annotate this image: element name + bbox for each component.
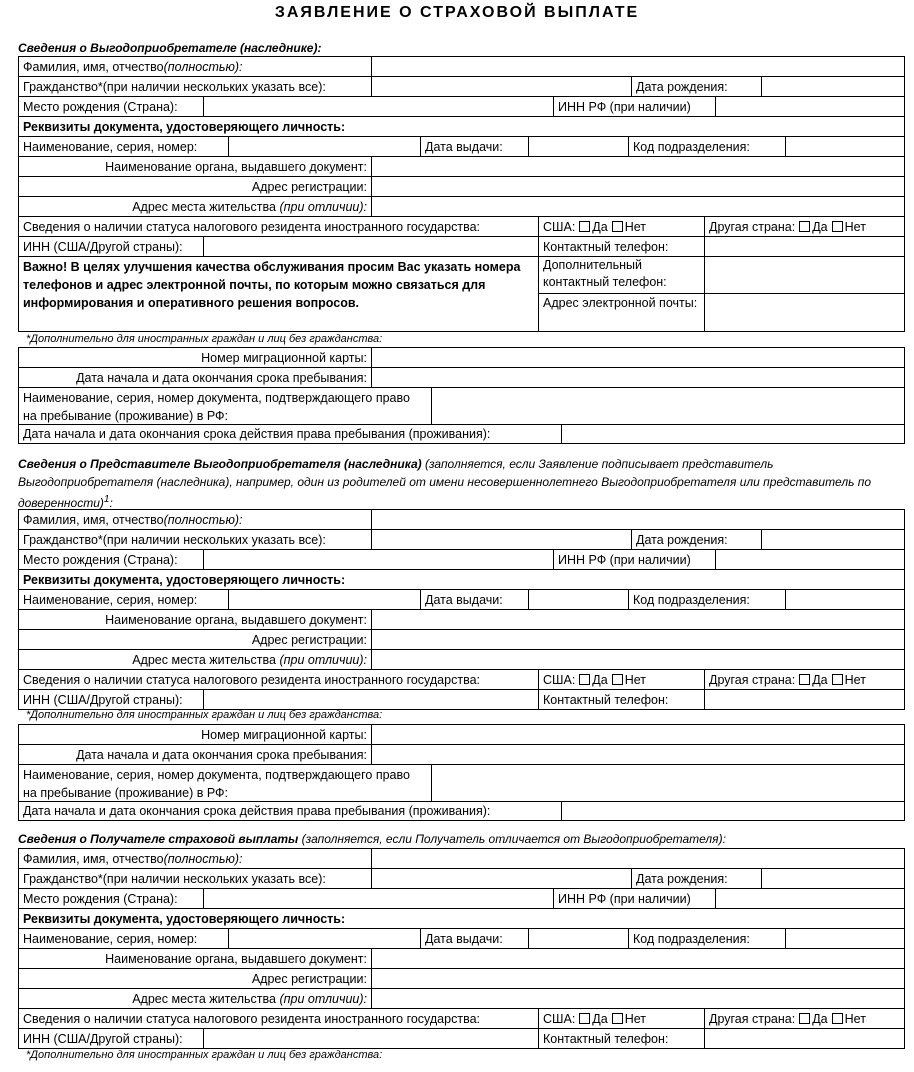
other-country-options-cell — [705, 217, 905, 236]
representative-citizenship-row — [19, 530, 905, 550]
representative-reg-address-field[interactable] — [372, 630, 905, 649]
citizenship-label-cell — [19, 869, 372, 888]
migration-card-label: Номер миграционной карты: — [201, 727, 367, 742]
doc-name-label-cell — [19, 137, 229, 156]
reg-address-label: Адрес регистрации: — [251, 179, 367, 194]
representative-inn-rf-field[interactable] — [716, 550, 905, 569]
representative-inn-foreign-row — [19, 690, 905, 710]
dept-code-label-cell — [629, 137, 786, 156]
yes-label: Да — [812, 672, 828, 687]
issue-date-label: Дата выдачи: — [425, 592, 503, 607]
stay-dates-label: Дата начала и дата окончания срока пребывания: — [76, 370, 367, 385]
birth-date-label: Дата рождения: — [636, 79, 728, 94]
phone-label: Контактный телефон: — [543, 1031, 669, 1046]
issuer-label: Наименование органа, выдавшего документ: — [105, 612, 367, 627]
section-representative-heading: Сведения о Представителе Выгодоприобретателя (наследника) — [18, 457, 422, 471]
section-beneficiary-title — [18, 39, 321, 57]
document-title: ЗАЯВЛЕНИЕ О СТРАХОВОЙ ВЫПЛАТЕ — [274, 4, 640, 21]
beneficiary-usa-no-checkbox[interactable] — [612, 221, 623, 232]
phone-label: Контактный телефон: — [543, 239, 669, 254]
dept-code-label: Код подразделения: — [633, 139, 750, 154]
tax-status-label-cell — [19, 1009, 539, 1028]
recipient-tax-row — [19, 1009, 905, 1029]
usa-options-cell — [539, 217, 705, 236]
live-address-label: Адрес места жительства — [132, 652, 276, 667]
birth-date-label-cell — [632, 869, 762, 888]
beneficiary-foreign-note: *Дополнительно для иностранных граждан и лиц без гражданства: — [26, 333, 383, 345]
stay-dates-label-cell — [19, 368, 372, 387]
live-address-label-cell — [19, 197, 372, 216]
recipient-birth-place-field[interactable] — [204, 889, 554, 908]
no-label: Нет — [844, 219, 866, 234]
tax-status-label: Сведения о наличии статуса налогового резидента иностранного государства: — [23, 672, 480, 687]
issuer-label: Наименование органа, выдавшего документ: — [105, 159, 367, 174]
beneficiary-migration-row — [19, 348, 905, 368]
citizenship-label: Гражданство*(при наличии нескольких указать все): — [23, 79, 326, 94]
beneficiary-reg-address-field[interactable] — [372, 177, 905, 196]
beneficiary-usa-yes-checkbox[interactable] — [579, 221, 590, 232]
tax-status-label-cell — [19, 670, 539, 689]
recipient-reg-address-field[interactable] — [372, 969, 905, 988]
inn-foreign-label-cell — [19, 237, 204, 256]
important-notice: Важно! В целях улучшения качества обслуживания просим Вас указать номера телефонов и адрес электронной почты, по которым можно связаться для информирования и оперативного решения вопросов. — [23, 260, 521, 310]
representative-form — [18, 509, 905, 710]
no-label: Нет — [624, 219, 647, 234]
recipient-reg-address-row — [19, 969, 905, 989]
reg-address-label-cell — [19, 969, 372, 988]
recipient-dept-code-field[interactable] — [786, 929, 905, 948]
migration-card-label: Номер миграционной карты: — [201, 350, 367, 365]
other-country-options-cell — [705, 670, 905, 689]
live-note-label: (при отличии): — [279, 991, 367, 1006]
doc-name-label-cell — [19, 590, 229, 609]
live-note-label: (при отличии): — [279, 199, 367, 214]
beneficiary-doc-header-row — [19, 117, 905, 137]
no-label: Нет — [624, 672, 647, 687]
birth-place-label: Место рождения (Страна): — [23, 891, 178, 906]
inn-foreign-label: ИНН (США/Другой страны): — [23, 1031, 183, 1046]
doc-header-cell — [19, 117, 905, 136]
inn-rf-label-cell — [554, 97, 716, 116]
beneficiary-doc-row — [19, 137, 905, 157]
beneficiary-birth-place-field[interactable] — [204, 97, 554, 116]
stay-dates-label-cell — [19, 745, 372, 764]
recipient-citizenship-row — [19, 869, 905, 889]
other-country-label: Другая страна: — [709, 1011, 796, 1026]
recipient-live-address-row — [19, 989, 905, 1009]
doc-name-label: Наименование, серия, номер: — [23, 592, 198, 607]
representative-dept-code-field[interactable] — [786, 590, 905, 609]
beneficiary-live-address-field[interactable] — [372, 197, 905, 216]
representative-other-yes-checkbox[interactable] — [799, 674, 810, 685]
residence-doc-label-cell — [19, 388, 432, 424]
inn-rf-label-cell — [554, 550, 716, 569]
issuer-label-cell — [19, 949, 372, 968]
beneficiary-inn-foreign-row — [19, 237, 905, 257]
recipient-doc-row — [19, 929, 905, 949]
reg-address-label-cell — [19, 177, 372, 196]
inn-foreign-label: ИНН (США/Другой страны): — [23, 692, 183, 707]
issue-date-label-cell — [421, 590, 529, 609]
beneficiary-residence-doc-row — [19, 388, 905, 425]
representative-stay-dates-field[interactable] — [372, 745, 905, 764]
beneficiary-stay-dates-field[interactable] — [372, 368, 905, 387]
section-representative-note: (заполняется, если Заявление подписывает представитель Выгодоприобретателя (наследника), например, один из родителей от имени несовершеннолетнего Выгодоприобретателя или представитель по доверенности) — [18, 457, 872, 510]
recipient-issuer-field[interactable] — [372, 949, 905, 968]
section-beneficiary-heading: Сведения о Выгодоприобретателе (наследнике): — [18, 41, 322, 55]
doc-header-label: Реквизиты документа, удостоверяющего личность: — [23, 572, 346, 587]
birth-date-label-cell — [632, 77, 762, 96]
usa-options-cell — [539, 670, 705, 689]
tax-status-label: Сведения о наличии статуса налогового резидента иностранного государства: — [23, 1011, 480, 1026]
representative-residence-doc-field[interactable] — [432, 765, 905, 801]
beneficiary-dept-code-field[interactable] — [786, 137, 905, 156]
add-phone-label-cell — [539, 257, 705, 294]
beneficiary-fio-field[interactable] — [372, 57, 905, 76]
birth-place-label: Место рождения (Страна): — [23, 99, 178, 114]
beneficiary-other-yes-checkbox[interactable] — [799, 221, 810, 232]
representative-inn-foreign-field[interactable] — [204, 690, 539, 709]
issue-date-label-cell — [421, 137, 529, 156]
representative-doc-header-row — [19, 570, 905, 590]
usa-label: США: — [543, 219, 576, 234]
recipient-fio-field[interactable] — [372, 849, 905, 868]
inn-rf-label-cell — [554, 889, 716, 908]
representative-residence-dates-field[interactable] — [562, 802, 905, 820]
inn-rf-label: ИНН РФ (при наличии) — [558, 99, 691, 114]
representative-fio-field[interactable] — [372, 510, 905, 529]
recipient-usa-yes-checkbox[interactable] — [579, 1013, 590, 1024]
citizenship-label-cell — [19, 77, 372, 96]
beneficiary-issuer-row — [19, 157, 905, 177]
issuer-label: Наименование органа, выдавшего документ: — [105, 951, 367, 966]
inn-rf-label: ИНН РФ (при наличии) — [558, 891, 691, 906]
doc-header-label: Реквизиты документа, удостоверяющего личность: — [23, 119, 346, 134]
birth-place-label-cell — [19, 550, 204, 569]
doc-name-label-cell — [19, 929, 229, 948]
doc-name-label: Наименование, серия, номер: — [23, 931, 198, 946]
representative-foreign-form — [18, 724, 905, 821]
representative-migration-row — [19, 725, 905, 745]
issue-date-label: Дата выдачи: — [425, 931, 503, 946]
recipient-issue-date-field[interactable] — [529, 929, 629, 948]
email-label: Адрес электронной почты: — [543, 296, 698, 310]
inn-foreign-label-cell — [19, 690, 204, 709]
birth-place-label: Место рождения (Страна): — [23, 552, 178, 567]
add-phone-label: Дополнительный контактный телефон: — [543, 258, 667, 289]
birth-place-label-cell — [19, 97, 204, 116]
fio-label: Фамилия, имя, отчество — [23, 59, 164, 74]
fio-note-label: (полностью): — [163, 59, 243, 74]
tax-status-label-cell — [19, 217, 539, 236]
inn-rf-label: ИНН РФ (при наличии) — [558, 552, 691, 567]
yes-label: Да — [592, 219, 608, 234]
fio-label: Фамилия, имя, отчество — [23, 512, 164, 527]
fio-label: Фамилия, имя, отчество — [23, 851, 164, 866]
residence-doc-label-cell — [19, 765, 432, 801]
representative-birth-place-field[interactable] — [204, 550, 554, 569]
other-country-label: Другая страна: — [709, 219, 796, 234]
birth-date-label: Дата рождения: — [636, 871, 728, 886]
representative-reg-address-row — [19, 630, 905, 650]
beneficiary-foreign-form — [18, 347, 905, 444]
beneficiary-birth-place-row — [19, 97, 905, 117]
dept-code-label: Код подразделения: — [633, 592, 750, 607]
recipient-doc-header-row — [19, 909, 905, 929]
reg-address-label: Адрес регистрации: — [251, 632, 367, 647]
other-country-options-cell — [705, 1009, 905, 1028]
beneficiary-citizenship-field[interactable] — [372, 77, 632, 96]
phone-label-cell — [539, 690, 705, 709]
birth-place-label-cell — [19, 889, 204, 908]
issuer-label-cell — [19, 610, 372, 629]
beneficiary-add-phone-field[interactable] — [705, 257, 905, 294]
representative-phone-field[interactable] — [705, 690, 905, 709]
beneficiary-birth-date-field[interactable] — [762, 77, 905, 96]
beneficiary-other-no-checkbox[interactable] — [832, 221, 843, 232]
beneficiary-phone-field[interactable] — [705, 237, 905, 256]
beneficiary-residence-doc-field[interactable] — [432, 388, 905, 424]
representative-foreign-note: *Дополнительно для иностранных граждан и лиц без гражданства: — [26, 709, 383, 721]
fio-label-cell — [19, 510, 372, 529]
phone-label-cell — [539, 237, 705, 256]
residence-dates-label: Дата начала и дата окончания срока действия права пребывания (проживания): — [23, 804, 491, 818]
tax-status-label: Сведения о наличии статуса налогового резидента иностранного государства: — [23, 219, 480, 234]
dept-code-label-cell — [629, 590, 786, 609]
section-recipient-title — [18, 830, 726, 848]
representative-birth-date-field[interactable] — [762, 530, 905, 549]
representative-tax-row — [19, 670, 905, 690]
representative-citizenship-field[interactable] — [372, 530, 632, 549]
residence-dates-label-cell — [19, 802, 562, 820]
beneficiary-inn-foreign-field[interactable] — [204, 237, 539, 256]
issue-date-label-cell — [421, 929, 529, 948]
yes-label: Да — [812, 1011, 828, 1026]
beneficiary-residence-dates-row — [19, 425, 905, 444]
residence-doc-label: Наименование, серия, номер документа, подтверждающего право на пребывание (проживание) в РФ: — [23, 391, 410, 423]
representative-usa-yes-checkbox[interactable] — [579, 674, 590, 685]
recipient-phone-field[interactable] — [705, 1029, 905, 1048]
recipient-citizenship-field[interactable] — [372, 869, 632, 888]
recipient-fio-row — [19, 849, 905, 869]
beneficiary-inn-rf-field[interactable] — [716, 97, 905, 116]
section-recipient-note: (заполняется, если Получатель отличается от Выгодоприобретателя): — [301, 832, 726, 846]
recipient-form — [18, 848, 905, 1049]
recipient-foreign-note: *Дополнительно для иностранных граждан и лиц без гражданства: — [26, 1049, 383, 1061]
migration-card-label-cell — [19, 348, 372, 367]
recipient-inn-foreign-row — [19, 1029, 905, 1049]
issue-date-label: Дата выдачи: — [425, 139, 503, 154]
beneficiary-form — [18, 56, 905, 332]
no-label: Нет — [844, 1011, 866, 1026]
beneficiary-live-address-row — [19, 197, 905, 217]
live-address-label: Адрес места жительства — [132, 991, 276, 1006]
beneficiary-residence-dates-field[interactable] — [562, 425, 905, 443]
usa-options-cell — [539, 1009, 705, 1028]
usa-label: США: — [543, 1011, 576, 1026]
representative-residence-doc-row — [19, 765, 905, 802]
representative-migration-card-field[interactable] — [372, 725, 905, 744]
recipient-inn-foreign-field[interactable] — [204, 1029, 539, 1048]
yes-label: Да — [812, 219, 828, 234]
representative-stay-row — [19, 745, 905, 765]
representative-issuer-row — [19, 610, 905, 630]
live-address-label-cell — [19, 989, 372, 1008]
residence-dates-label-cell — [19, 425, 562, 443]
doc-header-cell — [19, 909, 905, 928]
representative-live-address-field[interactable] — [372, 650, 905, 669]
no-label: Нет — [844, 672, 866, 687]
representative-doc-row — [19, 590, 905, 610]
doc-header-cell — [19, 570, 905, 589]
recipient-issuer-row — [19, 949, 905, 969]
section-representative-title — [18, 455, 898, 512]
birth-date-label: Дата рождения: — [636, 532, 728, 547]
reg-address-label: Адрес регистрации: — [251, 971, 367, 986]
dept-code-label-cell — [629, 929, 786, 948]
beneficiary-fio-row — [19, 57, 905, 77]
live-address-label-cell — [19, 650, 372, 669]
dept-code-label: Код подразделения: — [633, 931, 750, 946]
beneficiary-issue-date-field[interactable] — [529, 137, 629, 156]
recipient-usa-no-checkbox[interactable] — [612, 1013, 623, 1024]
fio-note-label: (полностью): — [163, 512, 243, 527]
representative-issuer-field[interactable] — [372, 610, 905, 629]
recipient-other-yes-checkbox[interactable] — [799, 1013, 810, 1024]
birth-date-label-cell — [632, 530, 762, 549]
representative-birth-place-row — [19, 550, 905, 570]
no-label: Нет — [624, 1011, 647, 1026]
beneficiary-reg-address-row — [19, 177, 905, 197]
recipient-birth-date-field[interactable] — [762, 869, 905, 888]
section-representative-colon: : — [109, 496, 113, 510]
beneficiary-citizenship-row — [19, 77, 905, 97]
representative-other-no-checkbox[interactable] — [832, 674, 843, 685]
beneficiary-doc-name-field[interactable] — [229, 137, 421, 156]
recipient-doc-name-field[interactable] — [229, 929, 421, 948]
citizenship-label-cell — [19, 530, 372, 549]
phone-label: Контактный телефон: — [543, 692, 669, 707]
fio-note-label: (полностью): — [163, 851, 243, 866]
live-address-label: Адрес места жительства — [132, 199, 276, 214]
citizenship-label: Гражданство*(при наличии нескольких указать все): — [23, 532, 326, 547]
recipient-birth-place-row — [19, 889, 905, 909]
email-label-cell — [539, 294, 705, 331]
representative-fio-row — [19, 510, 905, 530]
live-note-label: (при отличии): — [279, 652, 367, 667]
reg-address-label-cell — [19, 630, 372, 649]
beneficiary-important-row — [19, 257, 905, 332]
doc-name-label: Наименование, серия, номер: — [23, 139, 198, 154]
beneficiary-migration-card-field[interactable] — [372, 348, 905, 367]
residence-doc-label: Наименование, серия, номер документа, подтверждающего право на пребывание (проживание) в РФ: — [23, 768, 410, 800]
fio-label-cell — [19, 849, 372, 868]
beneficiary-email-field[interactable] — [705, 294, 905, 331]
issuer-label-cell — [19, 157, 372, 176]
beneficiary-stay-row — [19, 368, 905, 388]
stay-dates-label: Дата начала и дата окончания срока пребывания: — [76, 747, 367, 762]
representative-residence-dates-row — [19, 802, 905, 821]
section-recipient-heading: Сведения о Получателе страховой выплаты — [18, 832, 299, 846]
representative-issue-date-field[interactable] — [529, 590, 629, 609]
important-notice-cell — [19, 257, 539, 331]
representative-usa-no-checkbox[interactable] — [612, 674, 623, 685]
recipient-live-address-field[interactable] — [372, 989, 905, 1008]
representative-doc-name-field[interactable] — [229, 590, 421, 609]
inn-foreign-label: ИНН (США/Другой страны): — [23, 239, 183, 254]
usa-label: США: — [543, 672, 576, 687]
representative-live-address-row — [19, 650, 905, 670]
recipient-inn-rf-field[interactable] — [716, 889, 905, 908]
beneficiary-tax-row — [19, 217, 905, 237]
citizenship-label: Гражданство*(при наличии нескольких указать все): — [23, 871, 326, 886]
recipient-other-no-checkbox[interactable] — [832, 1013, 843, 1024]
yes-label: Да — [592, 1011, 608, 1026]
beneficiary-issuer-field[interactable] — [372, 157, 905, 176]
migration-card-label-cell — [19, 725, 372, 744]
residence-dates-label: Дата начала и дата окончания срока действия права пребывания (проживания): — [23, 427, 491, 441]
yes-label: Да — [592, 672, 608, 687]
doc-header-label: Реквизиты документа, удостоверяющего личность: — [23, 911, 346, 926]
other-country-label: Другая страна: — [709, 672, 796, 687]
footnote-marker: 1 — [103, 494, 110, 505]
fio-label-cell — [19, 57, 372, 76]
inn-foreign-label-cell — [19, 1029, 204, 1048]
phone-label-cell — [539, 1029, 705, 1048]
